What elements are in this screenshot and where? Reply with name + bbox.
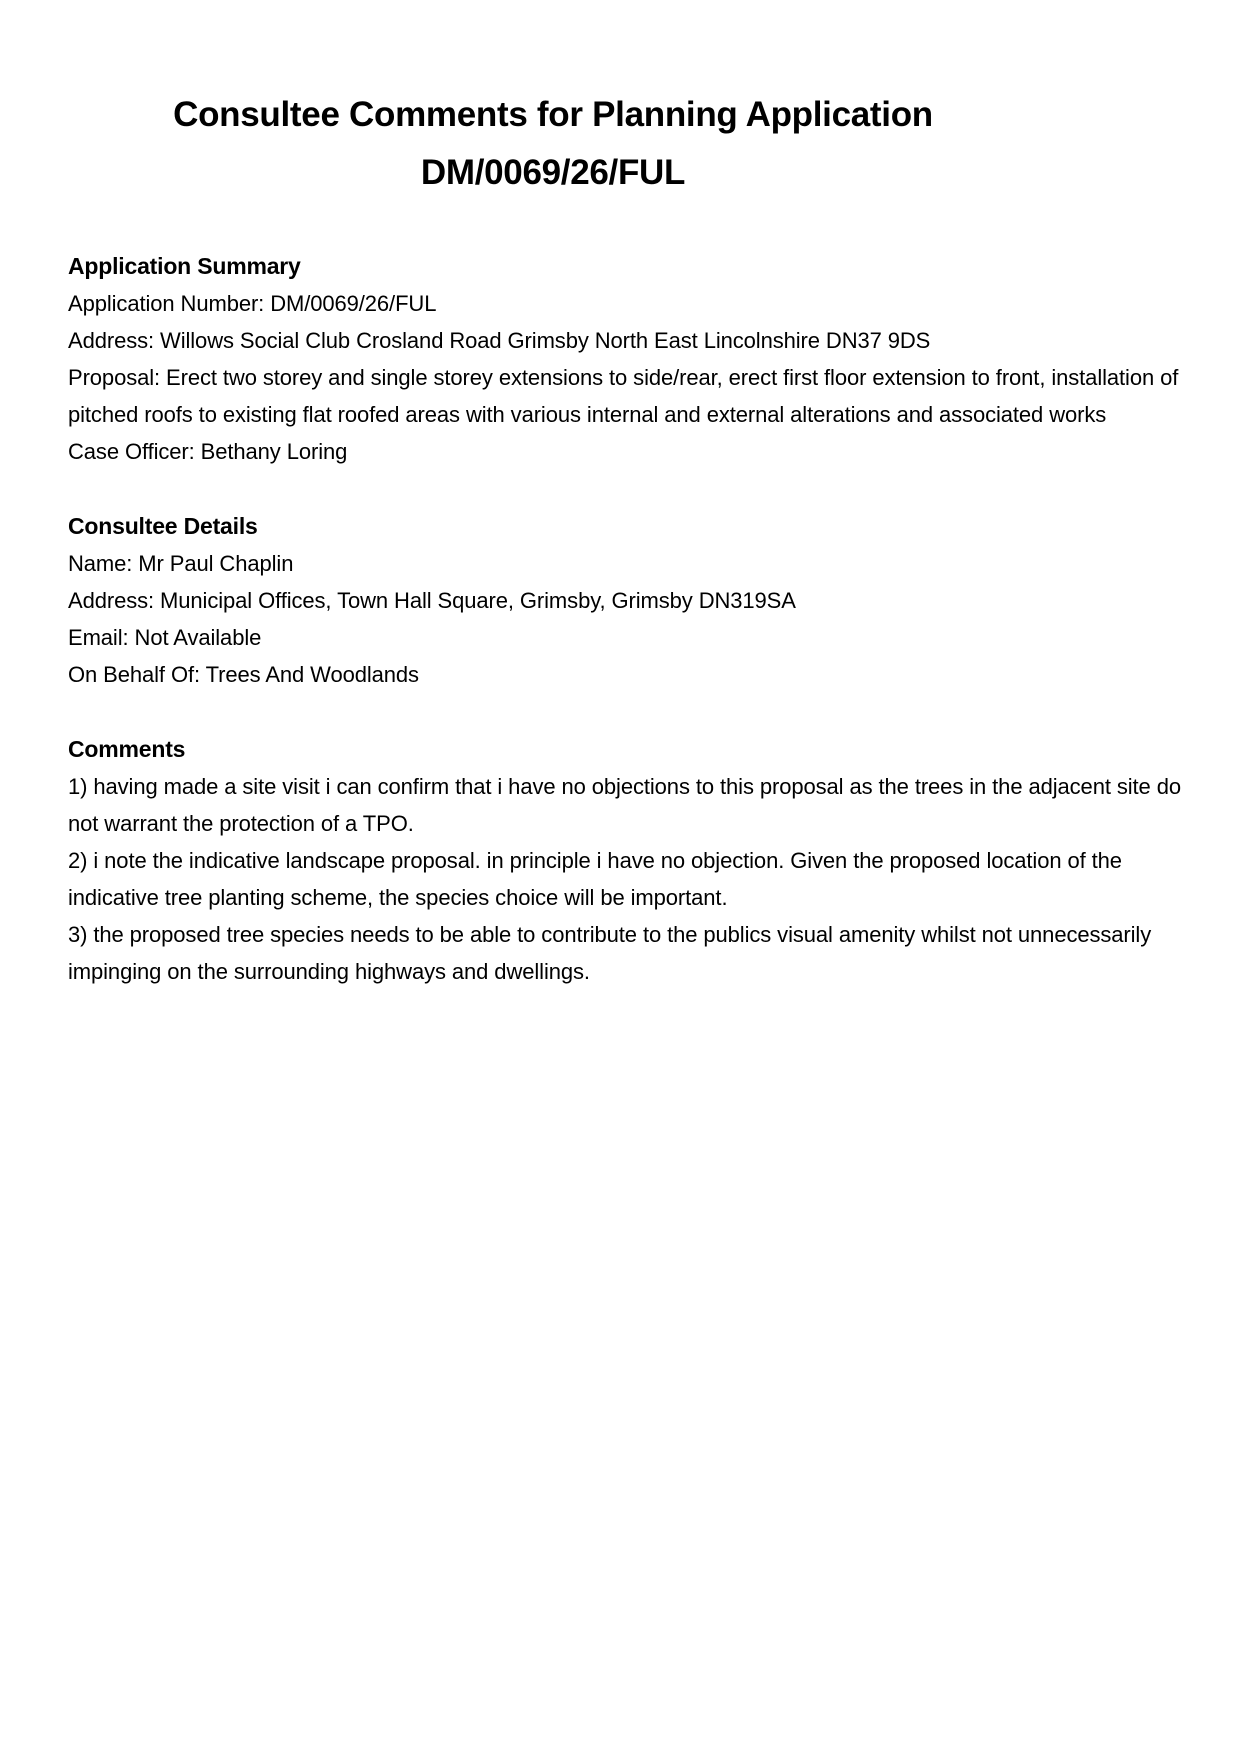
section-application-summary [68, 248, 1190, 470]
document-title-line2: DM/0069/26/FUL [420, 153, 686, 192]
field-proposal: Proposal: Erect two storey and single storey extensions to side/rear, erect first floor extension to front, installation of pitched roofs to existing flat roofed areas with various internal and external alterations and associated works [68, 365, 1179, 427]
comment-paragraph-3: 3) the proposed tree species needs to be able to contribute to the publics visual amenity whilst not unnecessarily impinging on the surrounding highways and dwellings. [68, 922, 1152, 984]
application-summary-heading: Application Summary [68, 253, 301, 279]
field-consultee-name: Name: Mr Paul Chaplin [68, 551, 294, 576]
document-title-line1: Consultee Comments for Planning Application [173, 95, 933, 134]
comment-paragraph-1: 1) having made a site visit i can confirm that i have no objections to this proposal as the trees in the adjacent site do not warrant the protection of a TPO. [68, 774, 1181, 836]
field-case-officer: Case Officer: Bethany Loring [68, 439, 348, 464]
field-site-address: Address: Willows Social Club Crosland Road Grimsby North East Lincolnshire DN37 9DS [68, 328, 931, 353]
section-comments [68, 731, 1190, 990]
comment-paragraph-2: 2) i note the indicative landscape proposal. in principle i have no objection. Given the proposed location of the indicative tree planting scheme, the species choice will be important. [68, 848, 1122, 910]
document-title [68, 86, 1038, 202]
field-on-behalf-of: On Behalf Of: Trees And Woodlands [68, 662, 419, 687]
field-consultee-email: Email: Not Available [68, 625, 262, 650]
field-application-number: Application Number: DM/0069/26/FUL [68, 291, 437, 316]
comments-heading: Comments [68, 736, 186, 762]
field-consultee-address: Address: Municipal Offices, Town Hall Square, Grimsby, Grimsby DN319SA [68, 588, 796, 613]
consultee-details-heading: Consultee Details [68, 513, 258, 539]
section-consultee-details [68, 508, 1190, 693]
